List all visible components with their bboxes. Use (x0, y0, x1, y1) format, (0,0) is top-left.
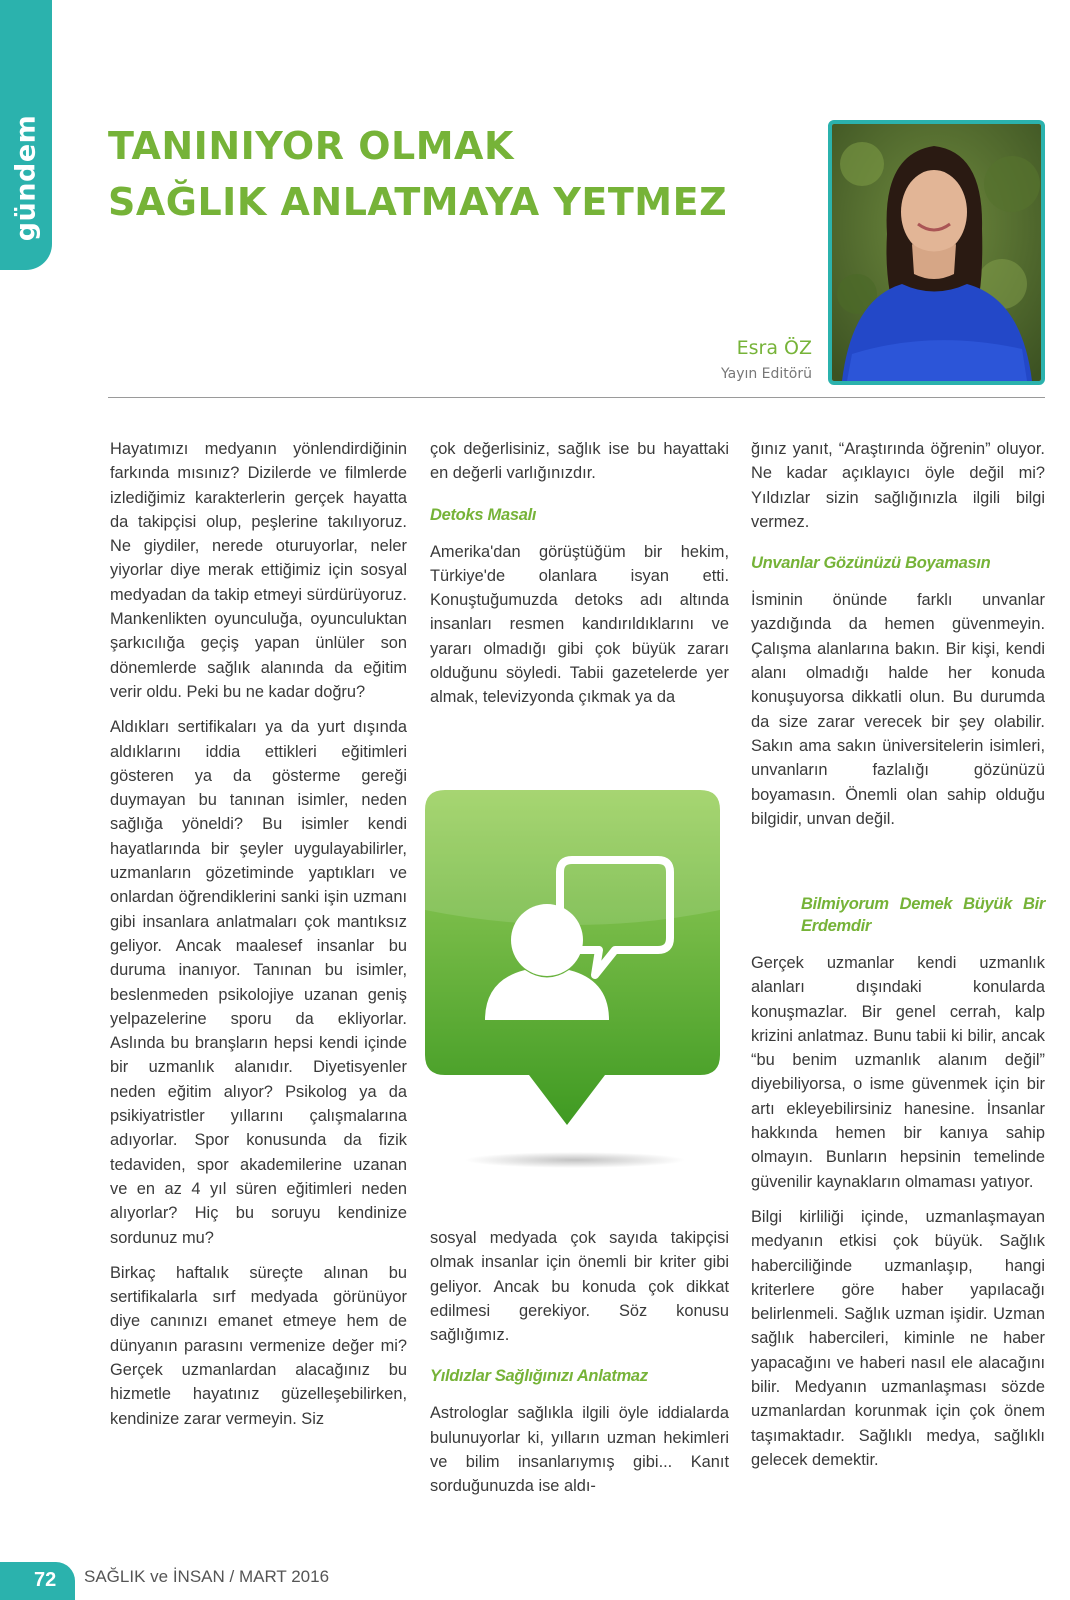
subheading-unvanlar: Unvanlar Gözünüzü Boyamasın (751, 554, 991, 573)
paragraph: Bilgi kirliliği içinde, uzmanlaşmayan medyanın etkisi çok büyük. Sağlık haberciliğinde uzmanlaşıp, hangi kriterlere göre haber yapılacağı belirlenmeli. Sağlık uzman işidir. Uzman sağlık habercileri, kiminle ne haber yapacağını ve haberi nasıl ele alacağını bilir. Medyanın uzmanlaşması sözde uzmanlardan korunmak için çok önem taşımaktadır. Sağlıklı medya, sağlıklı gelecek demektir. (751, 1207, 1045, 1469)
author-role: Yayın Editörü (720, 366, 812, 382)
author-name: Esra ÖZ (736, 337, 812, 359)
section-tab (0, 0, 52, 270)
author-portrait-image (832, 124, 1041, 381)
paragraph: sosyal medyada çok sayıda takipçisi olmak insanlar için önemli bir kriter gibi geliyor. Ancak bu konuda çok dikkat edilmesi gerekiyor. Söz konusu sağlığımız. (430, 1229, 729, 1345)
paragraph: ğınız yanıt, “Araştırında öğrenin” oluyor. Ne kadar açıklayıcı öyle değil mi? Yıldızlar sizin sağlığınızla ilgili bilgi vermez. (751, 440, 1045, 531)
paragraph: Amerika'dan görüştüğüm bir hekim, Türkiye'de olanlara isyan etti. Konuştuğumuzda detoks adı altında insanları resmen kandırıldıklarını ve yararı olmadığı gibi çok büyük zararı olduğunu söyledi. Tabii gazetelerde yer almak, televizyonda çıkmak ya da (430, 542, 729, 707)
speech-bubble-illustration (415, 790, 730, 1190)
column-2-bottom (430, 1226, 729, 1510)
column-3-bottom (751, 893, 1045, 1483)
article-title (108, 118, 748, 230)
paragraph: çok değerlisiniz, sağlık ise bu hayattaki en değerli varlığınızdır. (430, 440, 729, 483)
column-2-top (430, 437, 729, 721)
page-number-badge (0, 1562, 75, 1600)
section-label: gündem (10, 114, 42, 242)
subheading-bilmiyorum: Bilmiyorum Demek Büyük Bir Erdemdir (801, 895, 1045, 935)
paragraph: Hayatımızı medyanın yönlendirdiğinin farkında mısınız? Dizilerde ve filmlerde izlediğimiz karakterlerin gerçek hayatta da takipçisi olup, peşlerine takılıyoruz. Ne giydiler, nerede oturuyorlar, neler yiyorlar diye merak ettiğimiz için sosyal medyadan da takip etmeyi sürdürüyoruz. Mankenlikten oyunculuğa, oyunculuktan şarkıcılığa geçiş yapan ünlüler son dönemlerde sağlık alanında da eğitim verir oldu. Peki bu ne kadar doğru? (110, 440, 407, 701)
title-line-1: TANINIYOR OLMAK (108, 124, 514, 168)
subheading-yildizlar: Yıldızlar Sağlığınızı Anlatmaz (430, 1367, 648, 1386)
paragraph: Astrologlar sağlıkla ilgili öyle iddialarda bulunuyorlar ki, yılların uzman hekimleri ve bilim insanlarıymış gibi... Kanıt sorduğunuzda ise aldı- (430, 1404, 729, 1496)
author-photo (828, 120, 1045, 385)
column-3-top (751, 437, 1045, 842)
subheading-detoks: Detoks Masalı (430, 505, 537, 524)
title-line-2: SAĞLIK ANLATMAYA YETMEZ (108, 180, 728, 224)
paragraph: İsminin önünde farklı unvanlar yazdığında da hemen güvenmeyin. Çalışma alanlarına bakın. Bir kişi, kendi alanı olmadığı halde her konuda konuşuyorsa dikkatli olun. Bu durumda da size zarar verecek bir şey olabilir. Sakın ama sakın üniversitelerin isimleri, unvanların fazlalığı gözünüzü boyamasın. Önemli olan sahip olduğu bilgidir, unvan değil. (751, 591, 1045, 828)
paragraph: Aldıkları sertifikaları ya da yurt dışında aldıklarını iddia ettikleri eğitimleri gösteren ya da gösterme gereği duymayan bu tanınan isimler, neden sağlığa yöneldi? Bu isimler kendi hayatlarında bir şeyler uygulayabilirler, uzmanların gözetiminde yaptıkları ve onlardan öğrendiklerini sanki işin uzmanı gibi insanlara anlatmaları çok mantıksız geliyor. Ancak maalesef insanlar bu duruma inanıyor. Tanınan bu isimler, beslenmeden psikolojiye uzanan geniş yelpazelerine sporu da ekliyorlar. Aslında bu branşların hepsi kendi içinde bir uzmanlık alanıdır. Diyetisyenler neden eğitim alıyor? Psikolog ya da psikiyatristler yıllarını çalışmalarına adıyorlar. Spor konusunda da fizik tedaviden, spor akademilerine uzanan ve en az 4 yıl süren eğitimleri neden alıyorlar? Hiç bu soruyu kendinize sordunuz mu? (110, 718, 407, 1247)
publication-footer: SAĞLIK ve İNSAN / MART 2016 (84, 1567, 330, 1586)
column-1 (110, 437, 407, 1442)
page-number: 72 (34, 1569, 57, 1591)
paragraph: Gerçek uzmanlar kendi uzmanlık alanları dışındaki konularda konuşmazlar. Bir genel cerrah, kalp krizini anlatmaz. Bunu tabii ki bilir, ancak “bu benim uzmanlık alanım değil” diyebiliyorsa, o isme güvenmek için bir artı ekleyebilirsiniz hanesine. İnsanlar hakkında hemen bir kanıya sahip olmayın. Bunların hepsinin temelinde güvenilir kaynakların olmaması yatıyor. (751, 954, 1045, 1191)
paragraph: Birkaç haftalık süreçte alınan bu sertifikalarla sırf medyada görünüyor diye canınızı emanet etmeye hem de dünyanın parasını vermenize değer mi? Gerçek uzmanlardan alacağınız bu hizmetle hayatınız güzelleşebilirken, kendinize zarar vermeyin. Siz (110, 1263, 407, 1428)
header-divider (108, 397, 1045, 398)
